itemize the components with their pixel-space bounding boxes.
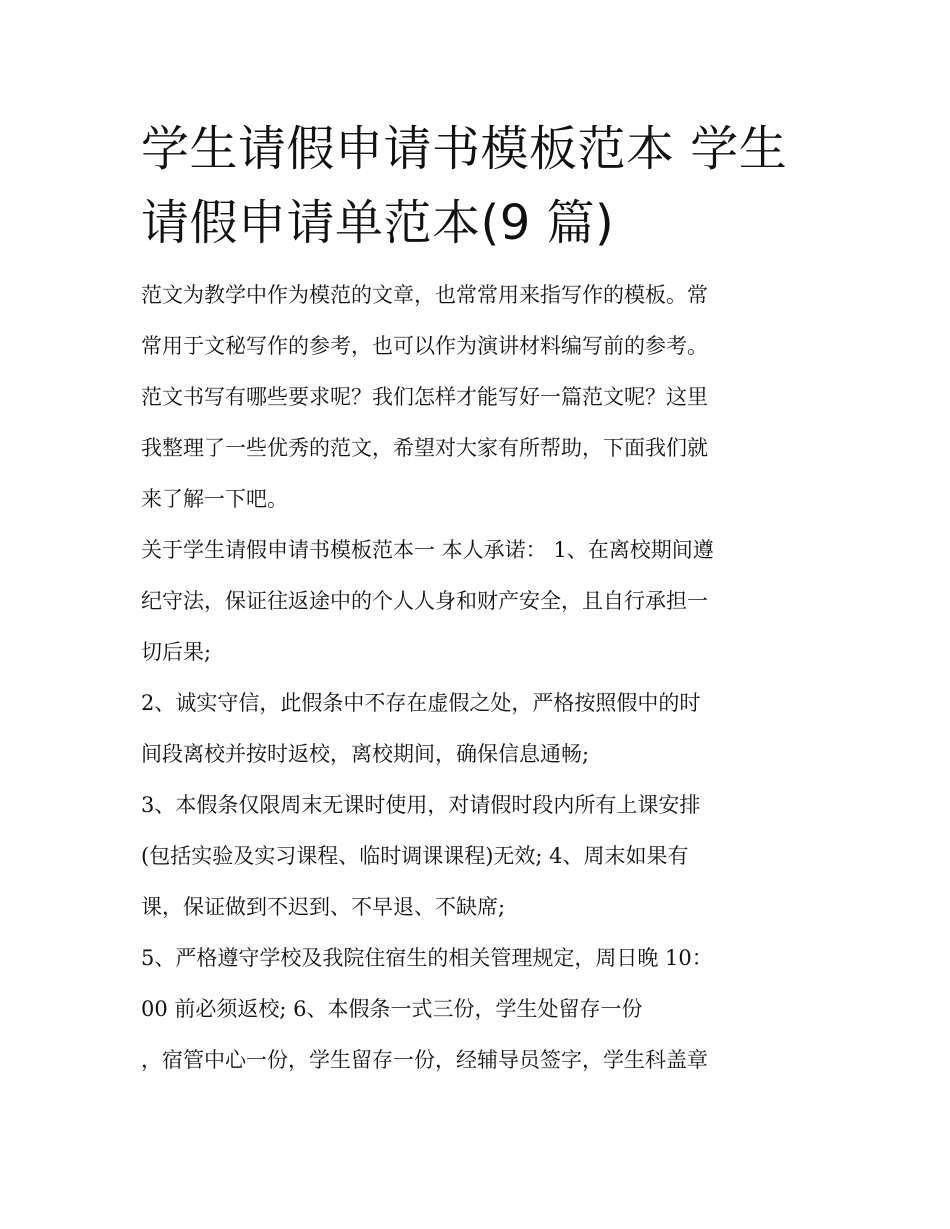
paragraph-line: 2、诚实守信，此假条中不存在虚假之处，严格按照假中的时 bbox=[141, 691, 701, 715]
paragraph-line: 关于学生请假申请书模板范本一 本人承诺： 1、在离校期间遵 bbox=[141, 538, 714, 562]
paragraph-line: ，宿管中心一份，学生留存一份，经辅导员签字，学生科盖章 bbox=[141, 1048, 708, 1072]
paragraph-line: 5、严格遵守学校及我院住宿生的相关管理规定，周日晚 10： bbox=[141, 946, 713, 970]
paragraph-line: 间段离校并按时返校，离校期间，确保信息通畅; bbox=[141, 742, 590, 766]
title-line-1: 学生请假申请书模板范本 学生 bbox=[141, 121, 788, 177]
paragraph-line: 来了解一下吧。 bbox=[141, 487, 288, 511]
paragraph-line: 我整理了一些优秀的范文，希望对大家有所帮助，下面我们就 bbox=[141, 436, 708, 460]
intro-paragraph bbox=[141, 270, 813, 525]
document-page bbox=[141, 112, 813, 1086]
commitment-paragraph-3 bbox=[141, 780, 813, 933]
commitment-paragraph-5 bbox=[141, 933, 813, 1086]
commitment-paragraph-2 bbox=[141, 678, 813, 780]
paragraph-line: 切后果; bbox=[141, 640, 212, 664]
paragraph-line: 3、本假条仅限周末无课时使用，对请假时段内所有上课安排 bbox=[141, 793, 701, 817]
title-line-2: 请假申请单范本(9 篇) bbox=[141, 195, 615, 251]
paragraph-line: 范文为教学中作为模范的文章，也常常用来指写作的模板。常 bbox=[141, 283, 708, 307]
paragraph-line: 课，保证做到不迟到、不早退、不缺席; bbox=[141, 895, 506, 919]
paragraph-line: 纪守法，保证往返途中的个人人身和财产安全，且自行承担一 bbox=[141, 589, 708, 613]
paragraph-line: 常用于文秘写作的参考，也可以作为演讲材料编写前的参考。 bbox=[141, 334, 708, 358]
document-title bbox=[141, 112, 813, 260]
paragraph-line: 范文书写有哪些要求呢？我们怎样才能写好一篇范文呢？这里 bbox=[141, 385, 708, 409]
commitment-paragraph-1 bbox=[141, 525, 813, 678]
paragraph-line: 00 前必须返校; 6、本假条一式三份，学生处留存一份 bbox=[141, 997, 643, 1021]
paragraph-line: (包括实验及实习课程、临时调课课程)无效; 4、周末如果有 bbox=[141, 844, 689, 868]
